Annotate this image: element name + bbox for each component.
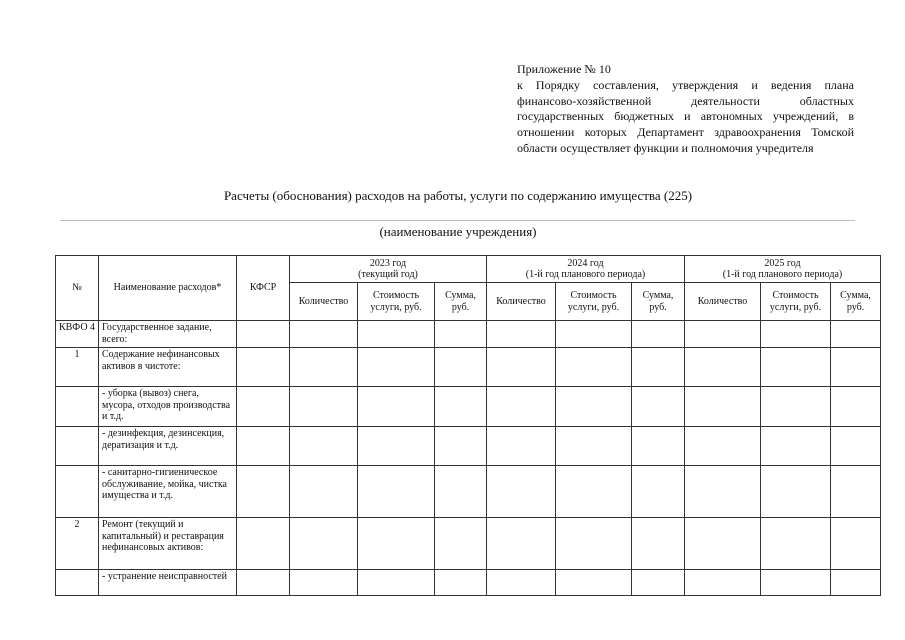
header-sum: Сумма, руб. [435, 283, 487, 321]
document-title: Расчеты (обоснования) расходов на работы, услуги по содержанию имущества (225) [223, 188, 693, 203]
annex-text: к Порядку составления, утверждения и ведения плана финансово-хозяйственной деятельности областных государственных бюджетных и автономных учреждений, в отношении которых Департамент здравоохранения Томской области осуществляет функции и полномочия учредителя [517, 77, 854, 155]
header-qty: Количество [290, 283, 358, 321]
row-name: - дезинфекция, дезинсекция, дератизация и т.д. [99, 427, 237, 466]
header-cost: Стоимость услуги, руб. [358, 283, 435, 321]
row-name: - уборка (вывоз) снега, мусора, отходов производства и т.д. [99, 387, 237, 427]
header-year-2024 [487, 256, 685, 283]
table-row [56, 570, 881, 596]
institution-name-line [60, 220, 855, 221]
header-cost: Стоимость услуги, руб. [556, 283, 632, 321]
table-row [56, 518, 881, 570]
row-name: Государственное задание, всего: [99, 321, 237, 348]
header-kfsr: КФСР [237, 256, 290, 321]
row-number: 2 [56, 518, 99, 570]
table-row [56, 348, 881, 387]
header-year-2025 [685, 256, 881, 283]
header-no: № [56, 256, 99, 321]
header-cost: Стоимость услуги, руб. [761, 283, 831, 321]
annex-number: Приложение № 10 [517, 62, 611, 76]
table-row [56, 387, 881, 427]
period-label: (1-й год планового периода) [722, 269, 843, 280]
row-number: КВФО 4 [56, 321, 99, 348]
row-number [56, 570, 99, 596]
header-year-2023 [290, 256, 487, 283]
row-number [56, 466, 99, 518]
expense-table [55, 255, 881, 596]
row-number [56, 427, 99, 466]
row-number [56, 387, 99, 427]
header-name: Наименование расходов* [99, 256, 237, 321]
header-qty: Количество [487, 283, 556, 321]
annex-block [517, 62, 854, 157]
row-name: Содержание нефинансовых активов в чистоте: [99, 348, 237, 387]
year-label: 2023 год [369, 257, 407, 269]
table-row [56, 466, 881, 518]
table-row [56, 427, 881, 466]
period-label: (текущий год) [358, 269, 418, 280]
header-sum: Сумма, руб. [632, 283, 685, 321]
header-sum: Сумма, руб. [831, 283, 881, 321]
row-name: Ремонт (текущий и капитальный) и реставрация нефинансовых активов: [99, 518, 237, 570]
year-label: 2025 год [764, 257, 801, 269]
table-row [56, 321, 881, 348]
institution-caption: (наименование учреждения) [379, 224, 537, 239]
header-qty: Количество [685, 283, 761, 321]
row-name: - устранение неисправностей [99, 570, 237, 596]
row-number: 1 [56, 348, 99, 387]
year-label: 2024 год [567, 257, 604, 269]
row-name: - санитарно-гигиеническое обслуживание, мойка, чистка имущества и т.д. [99, 466, 237, 518]
period-label: (1-й год планового периода) [525, 269, 646, 280]
